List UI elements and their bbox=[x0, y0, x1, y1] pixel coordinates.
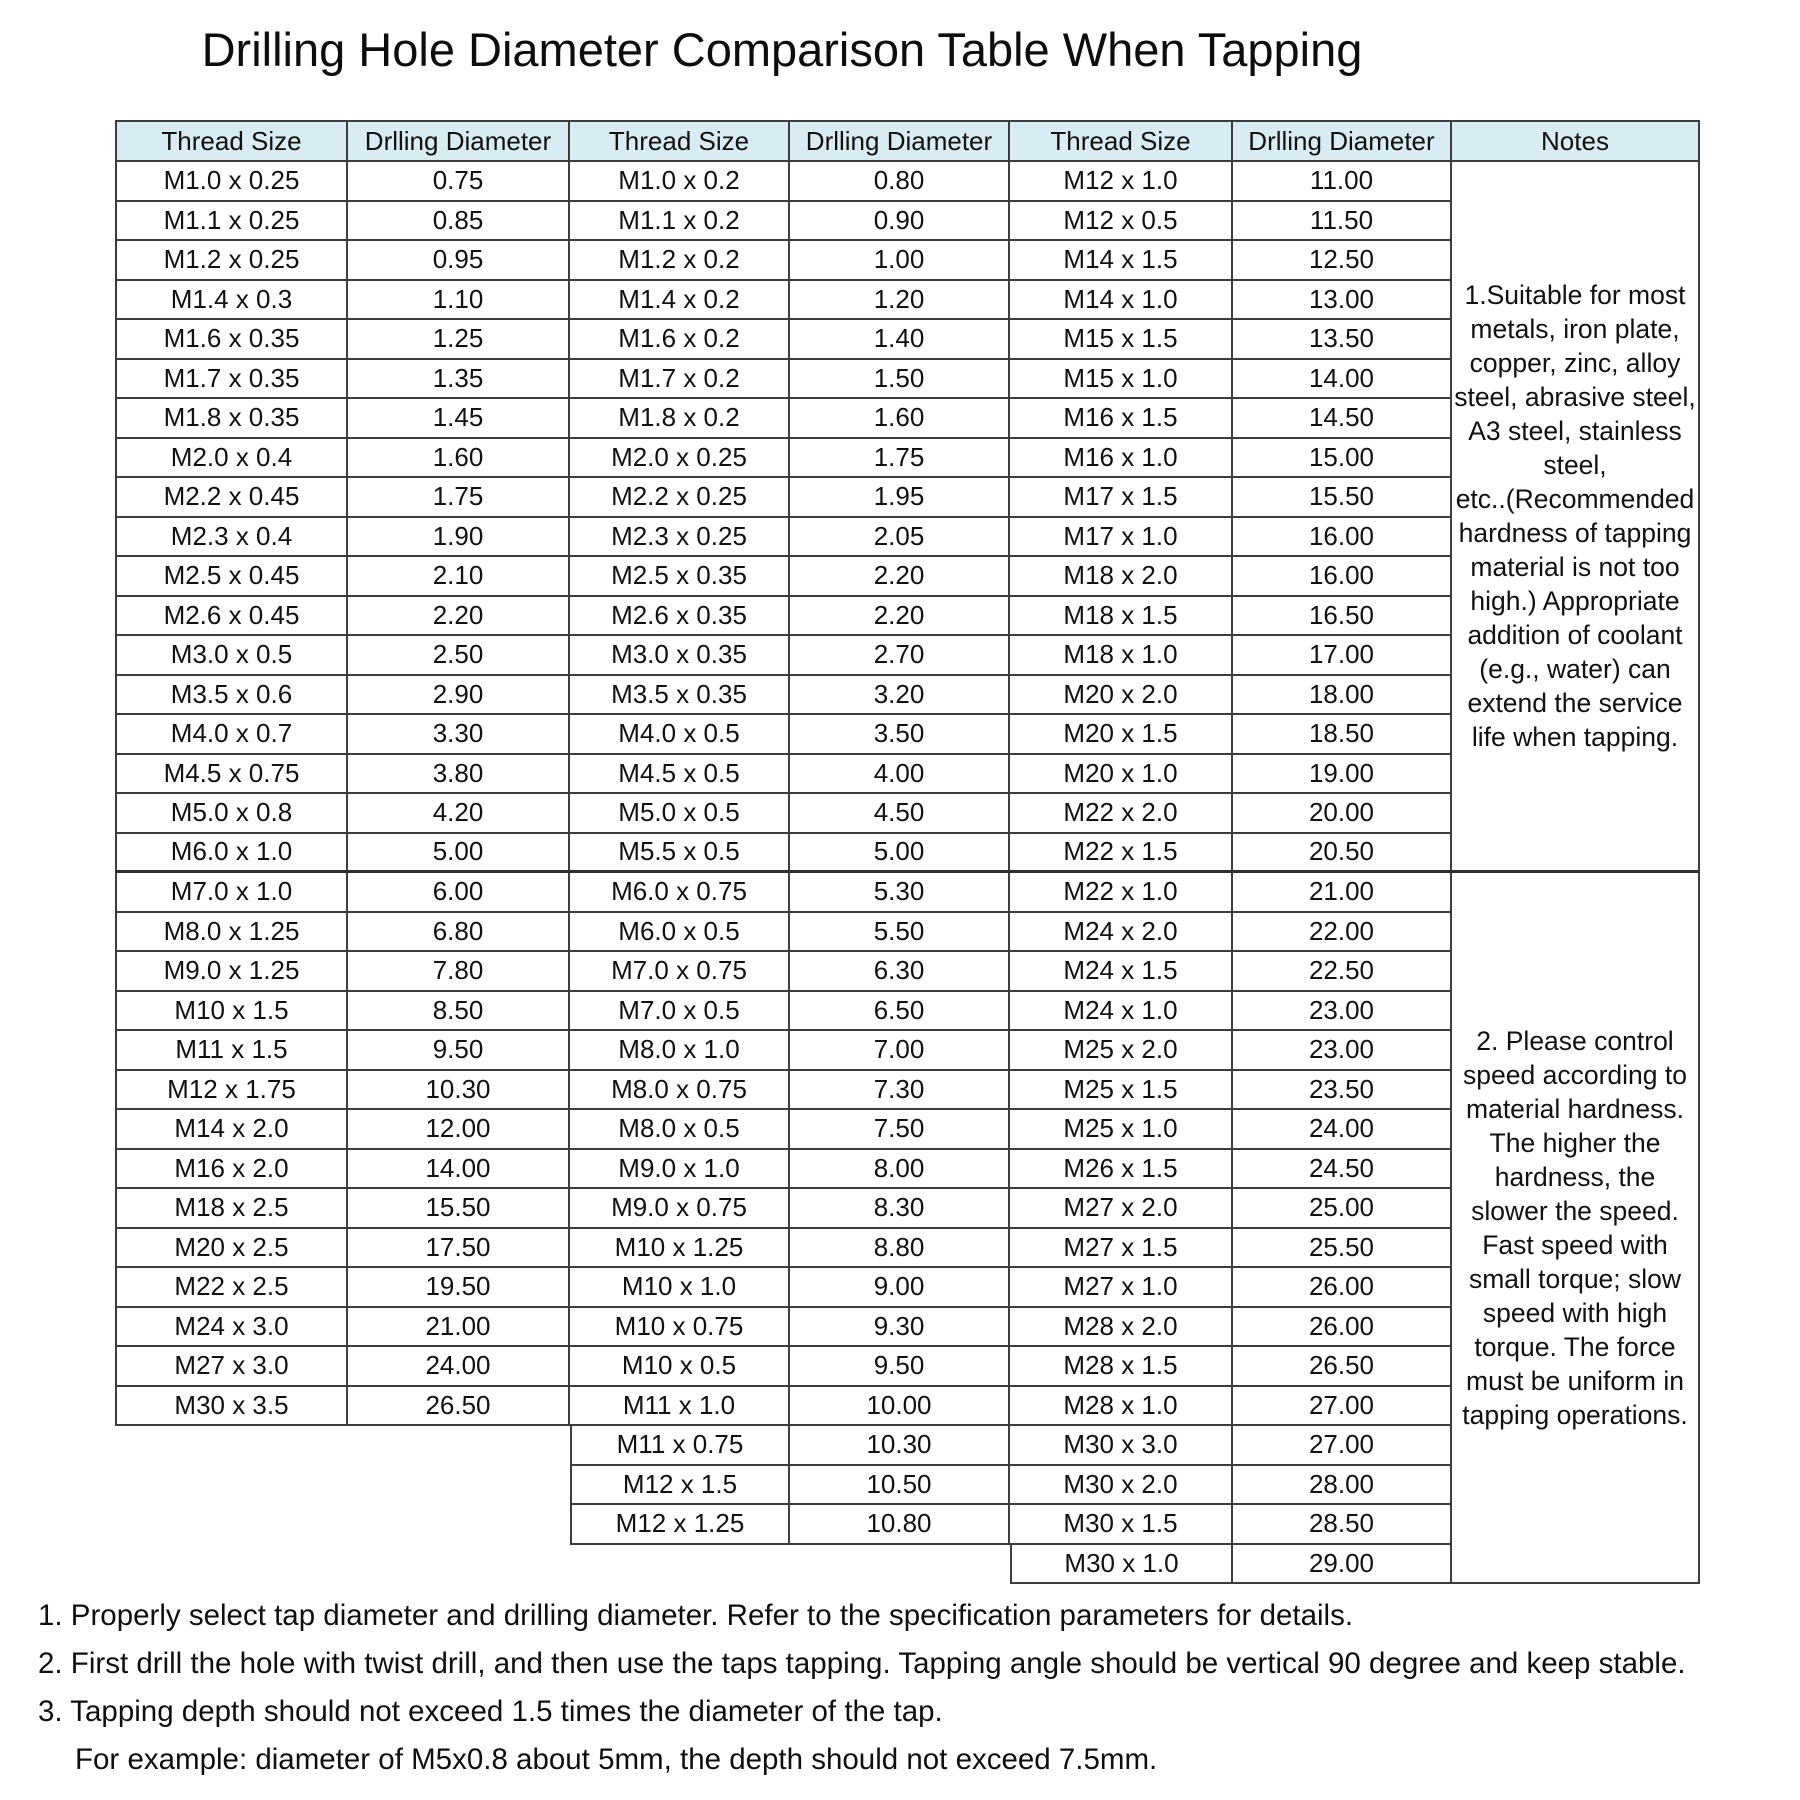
drill-diameter-cell: 29.00 bbox=[1233, 1545, 1452, 1585]
thread-size-cell: M1.8 x 0.2 bbox=[570, 399, 790, 439]
thread-size-cell: M1.1 x 0.25 bbox=[115, 202, 348, 242]
drill-diameter-cell: 11.00 bbox=[1233, 162, 1452, 202]
note-line-text: extend the service bbox=[1467, 688, 1683, 718]
drill-diameter-cell: 1.90 bbox=[348, 518, 570, 558]
thread-size-cell: M6.0 x 0.75 bbox=[570, 873, 790, 913]
drill-diameter-cell: 27.00 bbox=[1233, 1426, 1452, 1466]
note-line-text: material is not too bbox=[1470, 552, 1680, 582]
note-line-text: slower the speed. bbox=[1471, 1195, 1679, 1226]
thread-size-cell: M2.0 x 0.4 bbox=[115, 439, 348, 479]
drill-diameter-cell: 0.95 bbox=[348, 241, 570, 281]
drill-diameter-cell: 0.90 bbox=[790, 202, 1010, 242]
thread-size-cell: M12 x 1.75 bbox=[115, 1071, 348, 1111]
thread-size-cell: M7.0 x 0.5 bbox=[570, 992, 790, 1032]
drill-diameter-cell: 13.00 bbox=[1233, 281, 1452, 321]
thread-size-cell: M28 x 2.0 bbox=[1010, 1308, 1233, 1348]
note-line-text: must be uniform in bbox=[1466, 1365, 1684, 1396]
thread-size-cell: M22 x 1.5 bbox=[1010, 834, 1233, 874]
note-line-text: steel, abrasive steel, bbox=[1454, 382, 1696, 412]
thread-size-cell: M1.2 x 0.2 bbox=[570, 241, 790, 281]
thread-size-cell: M22 x 1.0 bbox=[1010, 873, 1233, 913]
thread-size-cell: M10 x 1.5 bbox=[115, 992, 348, 1032]
drill-diameter-cell: 5.30 bbox=[790, 873, 1010, 913]
note-line-text: addition of coolant bbox=[1467, 620, 1683, 650]
drill-diameter-cell: 3.20 bbox=[790, 676, 1010, 716]
thread-size-cell: M28 x 1.5 bbox=[1010, 1347, 1233, 1387]
drill-diameter-cell: 23.00 bbox=[1233, 1031, 1452, 1071]
note-line-text: material hardness. bbox=[1466, 1093, 1684, 1124]
drill-diameter-cell: 1.95 bbox=[790, 478, 1010, 518]
thread-size-cell: M15 x 1.5 bbox=[1010, 320, 1233, 360]
drill-diameter-cell: 6.00 bbox=[348, 873, 570, 913]
note-line-text: high.) Appropriate bbox=[1470, 586, 1680, 616]
drill-diameter-cell: 2.20 bbox=[348, 597, 570, 637]
drill-diameter-cell: 1.25 bbox=[348, 320, 570, 360]
thread-size-cell: M18 x 2.5 bbox=[115, 1189, 348, 1229]
thread-size-cell: M8.0 x 1.0 bbox=[570, 1031, 790, 1071]
note-line-text: steel, bbox=[1543, 450, 1607, 480]
drill-diameter-cell: 3.30 bbox=[348, 715, 570, 755]
thread-size-cell: M16 x 1.0 bbox=[1010, 439, 1233, 479]
footer-note-1: 1. Properly select tap diameter and drilling diameter. Refer to the specification parameters for details. bbox=[38, 1599, 1354, 1632]
thread-size-cell: M10 x 0.75 bbox=[570, 1308, 790, 1348]
drill-diameter-cell: 18.00 bbox=[1233, 676, 1452, 716]
drill-diameter-cell: 1.75 bbox=[348, 478, 570, 518]
drill-diameter-cell: 27.00 bbox=[1233, 1387, 1452, 1427]
thread-size-cell: M3.5 x 0.6 bbox=[115, 676, 348, 716]
note-line-text: speed with high bbox=[1482, 1297, 1668, 1328]
column-header: Notes bbox=[1452, 120, 1700, 162]
thread-size-cell: M9.0 x 1.25 bbox=[115, 952, 348, 992]
note-line-text: 2. Please control bbox=[1476, 1025, 1674, 1056]
drill-diameter-cell: 21.00 bbox=[348, 1308, 570, 1348]
thread-size-cell: M24 x 3.0 bbox=[115, 1308, 348, 1348]
drill-diameter-cell: 28.00 bbox=[1233, 1466, 1452, 1506]
note-line-text: hardness, the bbox=[1494, 1161, 1656, 1192]
thread-size-cell: M1.8 x 0.35 bbox=[115, 399, 348, 439]
thread-size-cell: M6.0 x 0.5 bbox=[570, 913, 790, 953]
thread-size-cell: M16 x 2.0 bbox=[115, 1150, 348, 1190]
drill-diameter-cell: 5.50 bbox=[790, 913, 1010, 953]
thread-size-cell: M2.6 x 0.45 bbox=[115, 597, 348, 637]
drill-diameter-cell: 26.00 bbox=[1233, 1268, 1452, 1308]
drill-diameter-cell: 13.50 bbox=[1233, 320, 1452, 360]
drill-diameter-cell: 8.50 bbox=[348, 992, 570, 1032]
drill-diameter-cell: 0.80 bbox=[790, 162, 1010, 202]
drill-diameter-cell: 7.30 bbox=[790, 1071, 1010, 1111]
drill-diameter-cell: 17.00 bbox=[1233, 636, 1452, 676]
drill-diameter-cell: 8.00 bbox=[790, 1150, 1010, 1190]
thread-size-cell: M5.0 x 0.8 bbox=[115, 794, 348, 834]
thread-size-cell: M12 x 1.5 bbox=[570, 1466, 790, 1506]
drill-diameter-cell: 1.35 bbox=[348, 360, 570, 400]
drill-diameter-cell: 2.20 bbox=[790, 597, 1010, 637]
thread-size-cell: M2.5 x 0.35 bbox=[570, 557, 790, 597]
drill-diameter-cell: 2.05 bbox=[790, 518, 1010, 558]
drilling-diameter-table bbox=[115, 120, 1700, 1584]
thread-size-cell: M14 x 1.5 bbox=[1010, 241, 1233, 281]
drill-diameter-cell: 1.75 bbox=[790, 439, 1010, 479]
note-line-text: The higher the bbox=[1489, 1127, 1661, 1158]
note-line-text: etc..(Recommended bbox=[1455, 484, 1695, 514]
thread-size-cell: M24 x 1.0 bbox=[1010, 992, 1233, 1032]
thread-size-cell: M7.0 x 1.0 bbox=[115, 873, 348, 913]
thread-size-cell: M1.0 x 0.2 bbox=[570, 162, 790, 202]
drill-diameter-cell: 17.50 bbox=[348, 1229, 570, 1269]
drill-diameter-cell: 12.50 bbox=[1233, 241, 1452, 281]
thread-size-cell: M1.4 x 0.3 bbox=[115, 281, 348, 321]
note-line-text: Fast speed with bbox=[1482, 1229, 1668, 1260]
footer-note-3-example: For example: diameter of M5x0.8 about 5mm, the depth should not exceed 7.5mm. bbox=[75, 1743, 1158, 1776]
footer-note-2: 2. First drill the hole with twist drill, and then use the taps tapping. Tapping angle should be vertical 90 degree and keep stable. bbox=[38, 1647, 1686, 1680]
drill-diameter-cell: 1.00 bbox=[790, 241, 1010, 281]
thread-size-cell: M4.0 x 0.7 bbox=[115, 715, 348, 755]
note-line-text: torque. The force bbox=[1474, 1331, 1676, 1362]
thread-size-cell: M2.0 x 0.25 bbox=[570, 439, 790, 479]
thread-size-cell: M17 x 1.0 bbox=[1010, 518, 1233, 558]
thread-size-cell: M5.5 x 0.5 bbox=[570, 834, 790, 874]
thread-size-cell: M27 x 2.0 bbox=[1010, 1189, 1233, 1229]
thread-size-cell: M20 x 2.0 bbox=[1010, 676, 1233, 716]
thread-size-cell: M30 x 1.0 bbox=[1010, 1545, 1233, 1585]
page-title: Drilling Hole Diameter Comparison Table When Tapping bbox=[201, 23, 1363, 76]
thread-size-cell: M18 x 1.0 bbox=[1010, 636, 1233, 676]
column-header: Drlling Diameter bbox=[790, 120, 1010, 162]
thread-size-cell: M8.0 x 0.5 bbox=[570, 1110, 790, 1150]
thread-size-cell: M1.2 x 0.25 bbox=[115, 241, 348, 281]
thread-size-cell: M8.0 x 0.75 bbox=[570, 1071, 790, 1111]
thread-size-cell: M16 x 1.5 bbox=[1010, 399, 1233, 439]
thread-size-cell: M4.0 x 0.5 bbox=[570, 715, 790, 755]
drill-diameter-cell: 24.50 bbox=[1233, 1150, 1452, 1190]
thread-size-cell: M1.6 x 0.35 bbox=[115, 320, 348, 360]
note-line-text: A3 steel, stainless bbox=[1468, 416, 1682, 446]
drill-diameter-cell: 2.50 bbox=[348, 636, 570, 676]
notes-cell-1 bbox=[1452, 162, 1700, 873]
thread-size-cell: M24 x 2.0 bbox=[1010, 913, 1233, 953]
drill-diameter-cell: 1.40 bbox=[790, 320, 1010, 360]
thread-size-cell: M2.2 x 0.45 bbox=[115, 478, 348, 518]
drill-diameter-cell: 14.00 bbox=[1233, 360, 1452, 400]
thread-size-cell: M5.0 x 0.5 bbox=[570, 794, 790, 834]
drill-diameter-cell: 7.80 bbox=[348, 952, 570, 992]
drill-diameter-cell: 10.00 bbox=[790, 1387, 1010, 1427]
note-line-text: speed according to bbox=[1463, 1059, 1687, 1090]
thread-size-cell: M22 x 2.5 bbox=[115, 1268, 348, 1308]
thread-size-cell: M14 x 2.0 bbox=[115, 1110, 348, 1150]
drill-diameter-cell: 2.10 bbox=[348, 557, 570, 597]
thread-size-cell: M4.5 x 0.5 bbox=[570, 755, 790, 795]
thread-size-cell: M1.6 x 0.2 bbox=[570, 320, 790, 360]
drill-diameter-cell: 16.00 bbox=[1233, 518, 1452, 558]
thread-size-cell: M12 x 0.5 bbox=[1010, 202, 1233, 242]
thread-size-cell: M3.5 x 0.35 bbox=[570, 676, 790, 716]
thread-size-cell: M9.0 x 1.0 bbox=[570, 1150, 790, 1190]
drill-diameter-cell: 20.00 bbox=[1233, 794, 1452, 834]
drill-diameter-cell: 2.90 bbox=[348, 676, 570, 716]
drill-diameter-cell: 10.30 bbox=[348, 1071, 570, 1111]
thread-size-cell: M2.3 x 0.25 bbox=[570, 518, 790, 558]
drill-diameter-cell: 1.20 bbox=[790, 281, 1010, 321]
drill-diameter-cell: 4.20 bbox=[348, 794, 570, 834]
drill-diameter-cell: 2.20 bbox=[790, 557, 1010, 597]
thread-size-cell: M14 x 1.0 bbox=[1010, 281, 1233, 321]
drill-diameter-cell: 9.30 bbox=[790, 1308, 1010, 1348]
thread-size-cell: M10 x 1.0 bbox=[570, 1268, 790, 1308]
drill-diameter-cell: 4.00 bbox=[790, 755, 1010, 795]
drill-diameter-cell: 9.50 bbox=[348, 1031, 570, 1071]
drill-diameter-cell: 19.50 bbox=[348, 1268, 570, 1308]
thread-size-cell: M3.0 x 0.5 bbox=[115, 636, 348, 676]
thread-size-cell: M27 x 1.5 bbox=[1010, 1229, 1233, 1269]
drill-diameter-cell: 28.50 bbox=[1233, 1505, 1452, 1545]
thread-size-cell: M18 x 2.0 bbox=[1010, 557, 1233, 597]
drill-diameter-cell: 1.60 bbox=[348, 439, 570, 479]
drill-diameter-cell: 3.50 bbox=[790, 715, 1010, 755]
thread-size-cell: M7.0 x 0.75 bbox=[570, 952, 790, 992]
thread-size-cell: M2.2 x 0.25 bbox=[570, 478, 790, 518]
drill-diameter-cell: 21.00 bbox=[1233, 873, 1452, 913]
thread-size-cell: M22 x 2.0 bbox=[1010, 794, 1233, 834]
thread-size-cell: M25 x 1.0 bbox=[1010, 1110, 1233, 1150]
drill-diameter-cell: 6.80 bbox=[348, 913, 570, 953]
thread-size-cell: M10 x 0.5 bbox=[570, 1347, 790, 1387]
footer-note-3: 3. Tapping depth should not exceed 1.5 times the diameter of the tap. bbox=[38, 1695, 943, 1728]
drill-diameter-cell: 11.50 bbox=[1233, 202, 1452, 242]
thread-size-cell: M1.0 x 0.25 bbox=[115, 162, 348, 202]
thread-size-cell: M2.5 x 0.45 bbox=[115, 557, 348, 597]
drill-diameter-cell: 10.50 bbox=[790, 1466, 1010, 1506]
note-line-text: (e.g., water) can bbox=[1479, 654, 1671, 684]
drill-diameter-cell: 0.85 bbox=[348, 202, 570, 242]
drill-diameter-cell: 24.00 bbox=[1233, 1110, 1452, 1150]
thread-size-cell: M30 x 1.5 bbox=[1010, 1505, 1233, 1545]
drill-diameter-cell: 26.50 bbox=[1233, 1347, 1452, 1387]
drill-diameter-cell: 18.50 bbox=[1233, 715, 1452, 755]
drill-diameter-cell: 26.00 bbox=[1233, 1308, 1452, 1348]
drill-diameter-cell: 1.45 bbox=[348, 399, 570, 439]
thread-size-cell: M20 x 2.5 bbox=[115, 1229, 348, 1269]
drill-diameter-cell: 15.50 bbox=[348, 1189, 570, 1229]
thread-size-cell: M25 x 1.5 bbox=[1010, 1071, 1233, 1111]
column-header: Drlling Diameter bbox=[348, 120, 570, 162]
note-line-text: tapping operations. bbox=[1462, 1399, 1688, 1430]
drill-diameter-cell: 1.50 bbox=[790, 360, 1010, 400]
thread-size-cell: M12 x 1.0 bbox=[1010, 162, 1233, 202]
drill-diameter-cell: 4.50 bbox=[790, 794, 1010, 834]
drill-diameter-cell: 22.00 bbox=[1233, 913, 1452, 953]
drill-diameter-cell: 8.80 bbox=[790, 1229, 1010, 1269]
column-header: Thread Size bbox=[115, 120, 348, 162]
thread-size-cell: M11 x 1.0 bbox=[570, 1387, 790, 1427]
drill-diameter-cell: 23.50 bbox=[1233, 1071, 1452, 1111]
thread-size-cell: M15 x 1.0 bbox=[1010, 360, 1233, 400]
drill-diameter-cell: 23.00 bbox=[1233, 992, 1452, 1032]
thread-size-cell: M1.4 x 0.2 bbox=[570, 281, 790, 321]
drill-diameter-cell: 5.00 bbox=[348, 834, 570, 874]
thread-size-cell: M4.5 x 0.75 bbox=[115, 755, 348, 795]
thread-size-cell: M30 x 2.0 bbox=[1010, 1466, 1233, 1506]
column-header: Thread Size bbox=[570, 120, 790, 162]
thread-size-cell: M30 x 3.5 bbox=[115, 1387, 348, 1427]
drill-diameter-cell: 9.50 bbox=[790, 1347, 1010, 1387]
thread-size-cell: M1.7 x 0.2 bbox=[570, 360, 790, 400]
drill-diameter-cell: 7.50 bbox=[790, 1110, 1010, 1150]
thread-size-cell: M26 x 1.5 bbox=[1010, 1150, 1233, 1190]
thread-size-cell: M2.3 x 0.4 bbox=[115, 518, 348, 558]
thread-size-cell: M17 x 1.5 bbox=[1010, 478, 1233, 518]
drill-diameter-cell: 6.30 bbox=[790, 952, 1010, 992]
drill-diameter-cell: 7.00 bbox=[790, 1031, 1010, 1071]
drill-diameter-cell: 26.50 bbox=[348, 1387, 570, 1427]
drill-diameter-cell: 10.80 bbox=[790, 1505, 1010, 1545]
note-line-text: hardness of tapping bbox=[1458, 518, 1692, 548]
drill-diameter-cell: 16.00 bbox=[1233, 557, 1452, 597]
thread-size-cell: M8.0 x 1.25 bbox=[115, 913, 348, 953]
drill-diameter-cell: 15.50 bbox=[1233, 478, 1452, 518]
thread-size-cell: M27 x 1.0 bbox=[1010, 1268, 1233, 1308]
drill-diameter-cell: 6.50 bbox=[790, 992, 1010, 1032]
thread-size-cell: M24 x 1.5 bbox=[1010, 952, 1233, 992]
drill-diameter-cell: 20.50 bbox=[1233, 834, 1452, 874]
thread-size-cell: M3.0 x 0.35 bbox=[570, 636, 790, 676]
thread-size-cell: M10 x 1.25 bbox=[570, 1229, 790, 1269]
notes-cell-2 bbox=[1452, 873, 1700, 1584]
drill-diameter-cell: 0.75 bbox=[348, 162, 570, 202]
drill-diameter-cell: 1.10 bbox=[348, 281, 570, 321]
drill-diameter-cell: 15.00 bbox=[1233, 439, 1452, 479]
drill-diameter-cell: 16.50 bbox=[1233, 597, 1452, 637]
thread-size-cell: M11 x 0.75 bbox=[570, 1426, 790, 1466]
note-line-text: metals, iron plate, bbox=[1470, 314, 1680, 344]
thread-size-cell: M1.1 x 0.2 bbox=[570, 202, 790, 242]
drill-diameter-cell: 5.00 bbox=[790, 834, 1010, 874]
thread-size-cell: M28 x 1.0 bbox=[1010, 1387, 1233, 1427]
drill-diameter-cell: 9.00 bbox=[790, 1268, 1010, 1308]
drill-diameter-cell: 14.00 bbox=[348, 1150, 570, 1190]
footer-notes bbox=[38, 1600, 1800, 1792]
note-line-text: small torque; slow bbox=[1468, 1263, 1682, 1294]
drill-diameter-cell: 22.50 bbox=[1233, 952, 1452, 992]
column-header: Thread Size bbox=[1010, 120, 1233, 162]
thread-size-cell: M11 x 1.5 bbox=[115, 1031, 348, 1071]
thread-size-cell: M2.6 x 0.35 bbox=[570, 597, 790, 637]
drill-diameter-cell: 25.00 bbox=[1233, 1189, 1452, 1229]
thread-size-cell: M25 x 2.0 bbox=[1010, 1031, 1233, 1071]
note-line-text: 1.Suitable for most bbox=[1464, 280, 1686, 310]
drill-diameter-cell: 12.00 bbox=[348, 1110, 570, 1150]
thread-size-cell: M20 x 1.5 bbox=[1010, 715, 1233, 755]
drill-diameter-cell: 10.30 bbox=[790, 1426, 1010, 1466]
thread-size-cell: M27 x 3.0 bbox=[115, 1347, 348, 1387]
thread-size-cell: M6.0 x 1.0 bbox=[115, 834, 348, 874]
thread-size-cell: M30 x 3.0 bbox=[1010, 1426, 1233, 1466]
drill-diameter-cell: 3.80 bbox=[348, 755, 570, 795]
drill-diameter-cell: 14.50 bbox=[1233, 399, 1452, 439]
thread-size-cell: M9.0 x 0.75 bbox=[570, 1189, 790, 1229]
drill-diameter-cell: 8.30 bbox=[790, 1189, 1010, 1229]
column-header: Drlling Diameter bbox=[1233, 120, 1452, 162]
drill-diameter-cell: 25.50 bbox=[1233, 1229, 1452, 1269]
drill-diameter-cell: 19.00 bbox=[1233, 755, 1452, 795]
thread-size-cell: M18 x 1.5 bbox=[1010, 597, 1233, 637]
note-line-text: life when tapping. bbox=[1471, 722, 1679, 752]
drill-diameter-cell: 24.00 bbox=[348, 1347, 570, 1387]
thread-size-cell: M20 x 1.0 bbox=[1010, 755, 1233, 795]
thread-size-cell: M1.7 x 0.35 bbox=[115, 360, 348, 400]
drill-diameter-cell: 1.60 bbox=[790, 399, 1010, 439]
drill-diameter-cell: 2.70 bbox=[790, 636, 1010, 676]
thread-size-cell: M12 x 1.25 bbox=[570, 1505, 790, 1545]
note-line-text: copper, zinc, alloy bbox=[1469, 348, 1681, 378]
